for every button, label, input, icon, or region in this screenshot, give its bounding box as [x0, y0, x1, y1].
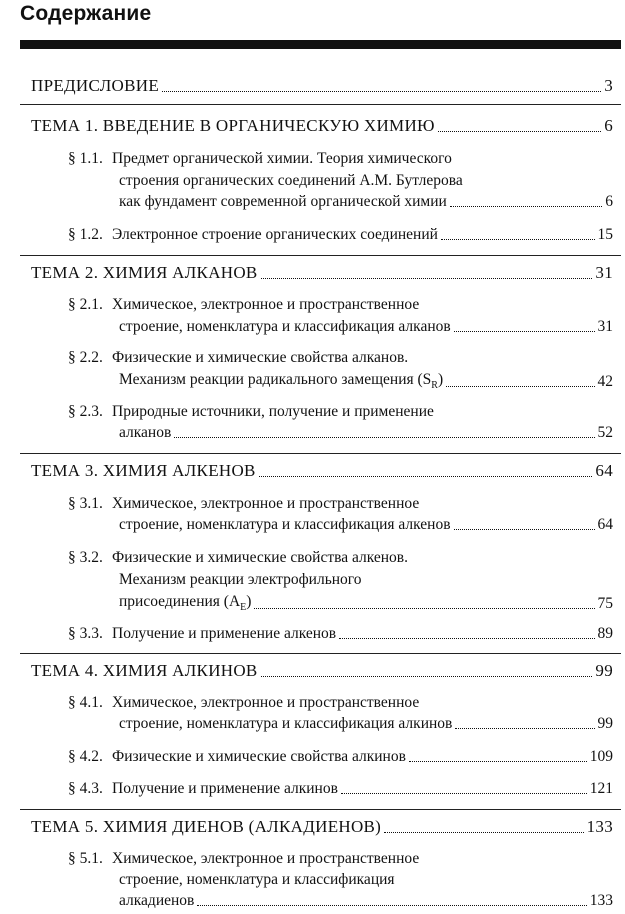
toc-entry-4-3[interactable] [68, 780, 613, 798]
section-number: § 4.3. [68, 780, 103, 797]
entry-label: ТЕМА 3. ХИМИЯ АЛКЕНОВ [31, 461, 256, 480]
dot-leader [384, 832, 583, 833]
entry-label: ТЕМА 1. ВВЕДЕНИЕ В ОРГАНИЧЕСКУЮ ХИМИЮ [31, 116, 435, 135]
page-number: 99 [597, 715, 613, 732]
entry-label-continued: строение, номенклатура и классификация [119, 871, 395, 888]
entry-label-continued: строение, номенклатура и классификация алкинов [119, 715, 453, 732]
entry-label: Физические и химические свойства алкинов [112, 748, 406, 765]
dot-leader [454, 331, 595, 332]
entry-label: Получение и применение алкинов [112, 780, 338, 797]
page-number: 42 [597, 373, 613, 391]
toc-entry-2-3-line1[interactable] [68, 403, 434, 421]
toc-entry-1-2[interactable] [68, 226, 613, 244]
page-title: Содержание [20, 2, 152, 25]
entry-label: ПРЕДИСЛОВИЕ [31, 76, 160, 95]
section-number: § 2.3. [68, 403, 103, 420]
section-number: § 4.1. [68, 694, 103, 711]
toc-entry-2-3-line2[interactable] [119, 424, 613, 442]
toc-entry-4-1-line1[interactable] [68, 694, 419, 712]
dot-leader [450, 206, 602, 207]
entry-label: Химическое, электронное и пространственное [112, 495, 420, 512]
page-number: 31 [597, 318, 613, 335]
page-number: 6 [604, 116, 613, 135]
toc-entry-2-1-line1[interactable] [68, 296, 419, 314]
entry-label: ТЕМА 5. ХИМИЯ ДИЕНОВ (АЛКАДИЕНОВ) [31, 817, 382, 836]
page-number: 15 [597, 226, 613, 243]
dot-leader [454, 529, 595, 530]
entry-label-continued: алканов [119, 424, 172, 441]
label-text: Механизм реакции радикального замещения (S [119, 371, 432, 388]
entry-label-continued [119, 593, 251, 613]
entry-label-continued: алкадиенов [119, 892, 195, 909]
page-number: 99 [595, 661, 613, 680]
dot-leader [261, 278, 593, 279]
section-number: § 2.2. [68, 349, 103, 366]
toc-entry-4-1-line2[interactable] [119, 715, 613, 733]
entry-label: Химическое, электронное и пространственное [112, 296, 420, 313]
page-number: 121 [589, 780, 613, 797]
dot-leader [197, 905, 586, 906]
toc-entry-5-1-line2 [119, 871, 395, 889]
section-number: § 2.1. [68, 296, 103, 313]
page-number: 109 [589, 748, 613, 765]
page-number: 6 [605, 193, 613, 210]
toc-entry-topic-4[interactable] [31, 661, 613, 681]
entry-label-continued: строение, номенклатура и классификация алкенов [119, 516, 451, 533]
label-text: присоединения (A [119, 593, 241, 610]
dot-leader [341, 793, 587, 794]
dot-leader [339, 638, 594, 639]
entry-label: ТЕМА 4. ХИМИЯ АЛКИНОВ [31, 661, 258, 680]
entry-label: Природные источники, получение и применение [112, 403, 434, 420]
dot-leader [254, 608, 594, 609]
dot-leader [162, 91, 601, 92]
separator [20, 653, 621, 654]
page-number: 52 [597, 424, 613, 441]
toc-entry-2-2-line1[interactable] [68, 349, 408, 367]
toc-entry-2-2-line2[interactable] [119, 371, 613, 391]
separator [20, 453, 621, 454]
toc-entry-3-2-line3[interactable] [119, 593, 613, 613]
dot-leader [409, 761, 587, 762]
entry-label-continued: строение, номенклатура и классификация алканов [119, 318, 451, 335]
subscript: R [431, 380, 438, 392]
entry-label: ТЕМА 2. ХИМИЯ АЛКАНОВ [31, 263, 258, 282]
page-number: 75 [597, 595, 613, 613]
dot-leader [441, 239, 595, 240]
toc-entry-1-1-line3[interactable] [119, 193, 613, 211]
entry-label-continued [119, 371, 443, 391]
entry-label: Получение и применение алкенов [112, 625, 337, 642]
dot-leader [438, 131, 601, 132]
toc-entry-1-1-line1[interactable] [68, 150, 452, 168]
toc-entry-3-3[interactable] [68, 625, 613, 643]
toc-entry-3-2-line2 [119, 571, 362, 589]
toc-entry-1-1-line2 [119, 172, 463, 190]
toc-entry-topic-1[interactable] [31, 116, 613, 136]
entry-label: Физические и химические свойства алкенов. [112, 549, 408, 566]
toc-entry-3-2-line1[interactable] [68, 549, 408, 567]
entry-label: Электронное строение органических соединений [112, 226, 438, 243]
entry-label: Предмет органической химии. Теория химического [112, 150, 452, 167]
toc-entry-3-1-line2[interactable] [119, 516, 613, 534]
entry-label-continued: строения органических соединений А.М. Бутлерова [119, 172, 463, 189]
toc-entry-4-2[interactable] [68, 748, 613, 766]
toc-entry-5-1-line1[interactable] [68, 850, 419, 868]
section-number: § 3.2. [68, 549, 103, 566]
entry-label: Физические и химические свойства алканов. [112, 349, 409, 366]
section-number: § 4.2. [68, 748, 103, 765]
toc-entry-5-1-line3[interactable] [119, 892, 613, 910]
section-number: § 5.1. [68, 850, 103, 867]
entry-label-continued: Механизм реакции электрофильного [119, 571, 362, 588]
page-number: 133 [589, 892, 613, 909]
separator [20, 809, 621, 810]
page-number: 64 [595, 461, 613, 480]
toc-entry-2-1-line2[interactable] [119, 318, 613, 336]
toc-entry-topic-2[interactable] [31, 263, 613, 283]
section-number: § 1.2. [68, 226, 103, 243]
page-number: 31 [595, 263, 613, 282]
label-text-end: ) [246, 593, 252, 610]
dot-leader [261, 676, 593, 677]
toc-entry-preface[interactable] [31, 76, 613, 96]
page-number: 64 [597, 516, 613, 533]
page-number: 3 [604, 76, 613, 95]
page-number: 89 [597, 625, 613, 642]
separator [20, 104, 621, 105]
dot-leader [455, 728, 594, 729]
toc-entry-topic-5[interactable] [31, 817, 613, 837]
section-number: § 3.1. [68, 495, 103, 512]
dot-leader [259, 476, 593, 477]
entry-label: Химическое, электронное и пространственное [112, 694, 420, 711]
subscript: E [240, 602, 247, 614]
label-text-end: ) [437, 371, 444, 388]
entry-label-continued: как фундамент современной органической химии [119, 193, 447, 210]
section-number: § 1.1. [68, 150, 103, 167]
toc-entry-topic-3[interactable] [31, 461, 613, 481]
title-rule [20, 40, 621, 49]
toc-entry-3-1-line1[interactable] [68, 495, 419, 513]
entry-label: Химическое, электронное и пространственное [112, 850, 420, 867]
dot-leader [174, 437, 594, 438]
section-number: § 3.3. [68, 625, 103, 642]
page-number: 133 [586, 817, 613, 836]
dot-leader [446, 386, 594, 387]
separator [20, 255, 621, 256]
